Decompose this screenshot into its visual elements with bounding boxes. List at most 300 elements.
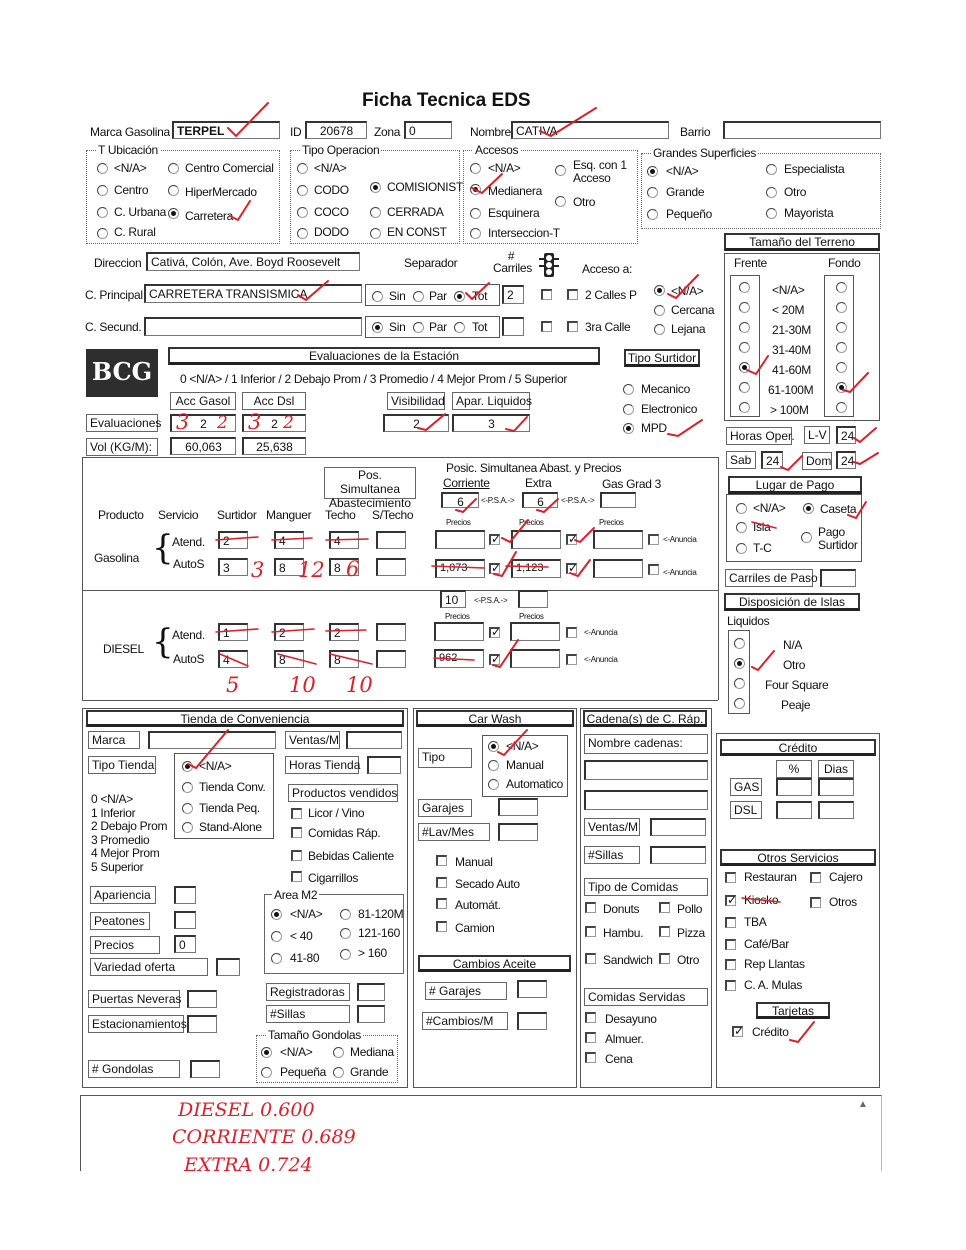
- vol-gas-field[interactable]: 60,063: [170, 437, 236, 455]
- secund-3racalle-chk[interactable]: [567, 321, 578, 332]
- tipo-op-dodo-label: DODO: [314, 225, 349, 239]
- ubicacion-cc-radio[interactable]: [168, 163, 179, 174]
- gas-atend-extra-chk[interactable]: [566, 534, 577, 545]
- gs-grande-radio[interactable]: [647, 187, 658, 198]
- disp-na-label: N/A: [783, 638, 803, 652]
- gas-atend-precio-extra[interactable]: [511, 530, 561, 549]
- servida-almuer-label: Almuer.: [605, 1032, 644, 1046]
- gs-mayorista-radio[interactable]: [766, 208, 777, 219]
- gas-autos-corr-chk[interactable]: [489, 563, 500, 574]
- car-wash-tipo-label: Tipo: [418, 748, 472, 768]
- tipo-op-comisionist-radio[interactable]: [370, 182, 381, 193]
- frente-na-radio[interactable]: [739, 282, 750, 293]
- ubicacion-na-label: <N/A>: [114, 161, 147, 175]
- gas-autos-extra-chk[interactable]: [566, 563, 577, 574]
- comida-pizza-chk[interactable]: [659, 926, 670, 937]
- tipo-op-enconst-radio[interactable]: [370, 228, 381, 239]
- apar-liquidos-header: Apar. Liquidos: [452, 392, 530, 410]
- corriente-psa-field[interactable]: 6: [441, 492, 479, 508]
- accesos-interseccion-radio[interactable]: [470, 228, 481, 239]
- dos-calles-label: 2 Calles P: [585, 288, 637, 302]
- gs-otro-radio[interactable]: [766, 187, 777, 198]
- garajes-field[interactable]: [498, 798, 538, 816]
- extra-psa-label: <-P.S.A.->: [561, 496, 595, 505]
- nombre-cadenas-label: Nombre cadenas:: [584, 734, 708, 754]
- ubicacion-carretera-label: Carretera: [185, 209, 233, 223]
- car-wash-manual-label: Manual: [506, 758, 544, 772]
- sep-secund-tot-radio[interactable]: [454, 322, 465, 333]
- acceso-na-radio[interactable]: [654, 285, 665, 296]
- pago-surtidor-radio[interactable]: [801, 532, 812, 543]
- fondo-2130-radio[interactable]: [836, 322, 847, 333]
- ventas-m-label: Ventas/M: [285, 731, 340, 749]
- gondola-na-label: <N/A>: [280, 1045, 313, 1059]
- credito-dsl-pct[interactable]: [776, 801, 812, 819]
- otros-servicios-title: Otros Servicios: [720, 849, 876, 866]
- credito-pct-label: %: [776, 760, 812, 778]
- gas-autos-manguer[interactable]: 8: [274, 558, 304, 576]
- servida-almuer-chk[interactable]: [585, 1032, 596, 1043]
- dsl-atend-surtidor[interactable]: 1: [218, 623, 248, 641]
- disp-na-radio[interactable]: [734, 638, 745, 649]
- diesel-brace: {: [152, 622, 174, 662]
- car-wash-manual-radio[interactable]: [488, 760, 499, 771]
- acceso-lejana-radio[interactable]: [654, 324, 665, 335]
- ubicacion-na-radio[interactable]: [97, 163, 108, 174]
- carriles-secund-field[interactable]: [502, 317, 524, 336]
- cadenas-sillas-label: #Sillas: [584, 846, 640, 864]
- gas-atend-anuncia-chk[interactable]: [648, 534, 659, 545]
- pago-na-label: <N/A>: [753, 501, 786, 515]
- evaluaciones-title: Evaluaciones de la Estación: [168, 347, 600, 365]
- apar-liquidos-field[interactable]: 3: [452, 414, 530, 432]
- car-wash-auto-label: Automatico: [506, 777, 564, 791]
- surtidores-top-line: [82, 457, 718, 458]
- tipo-op-cerrada-radio[interactable]: [370, 207, 381, 218]
- ubicacion-hiper-label: HiperMercado: [185, 185, 257, 199]
- credito-dsl-dias[interactable]: [818, 801, 854, 819]
- car-wash-auto-radio[interactable]: [488, 779, 499, 790]
- credito-gas-dias[interactable]: [818, 778, 854, 796]
- accesos-interseccion-label: Interseccion-T: [488, 226, 560, 240]
- tipo-op-coco-label: COCO: [314, 205, 349, 219]
- dom-field[interactable]: 24: [836, 451, 856, 469]
- principal-2calles-chk[interactable]: [567, 289, 578, 300]
- tienda-sillas-field[interactable]: [357, 1005, 385, 1023]
- dsl-atend-manguer[interactable]: 2: [274, 623, 304, 641]
- principal-chk-a[interactable]: [541, 289, 552, 300]
- otros-mulas-chk[interactable]: [725, 980, 736, 991]
- extra-psa-field[interactable]: 6: [522, 492, 558, 508]
- fondo-3140-radio[interactable]: [836, 342, 847, 353]
- nombre-cadenas-field-2[interactable]: [584, 790, 708, 810]
- ink-acc-dsl-b: 2: [283, 413, 294, 433]
- disp-four-label: Four Square: [765, 678, 829, 692]
- gs-pequeno-radio[interactable]: [647, 209, 658, 220]
- otros-cajero-chk[interactable]: [810, 872, 821, 883]
- corriente-label: Corriente: [443, 476, 490, 490]
- area-121-radio[interactable]: [340, 928, 351, 939]
- tarjeta-credito-label: Crédito: [752, 1025, 789, 1039]
- gondola-na-radio[interactable]: [261, 1047, 272, 1058]
- gas-autos-anuncia-chk[interactable]: [648, 564, 659, 575]
- comidas-servidas-label: Comidas Servidas: [584, 988, 708, 1006]
- otros-restauran-label: Restauran: [744, 870, 797, 884]
- pago-isla-radio[interactable]: [736, 522, 747, 533]
- surtidor-mpd-radio[interactable]: [623, 423, 634, 434]
- otros-otros-chk[interactable]: [810, 897, 821, 908]
- tipo-tienda-na-radio[interactable]: [182, 761, 193, 772]
- disp-peaje-radio[interactable]: [734, 698, 745, 709]
- precios-extra-label: Precios: [519, 518, 544, 527]
- terreno-61100-label: 61-100M: [768, 383, 814, 397]
- gs-pequeno-label: Pequeño: [666, 207, 712, 221]
- n-garajes-field[interactable]: [517, 980, 547, 998]
- extra-label: Extra: [525, 476, 552, 490]
- horas-oper-label: Horas Oper.: [726, 427, 792, 445]
- pago-surtidor-label: Pago Surtidor: [818, 525, 858, 552]
- tercera-calle-label: 3ra Calle: [585, 320, 631, 334]
- cadenas-sillas-field[interactable]: [650, 846, 706, 864]
- c-secund-field[interactable]: [144, 317, 362, 336]
- sep-principal-par-radio[interactable]: [413, 291, 424, 302]
- grad3-psa-field[interactable]: [600, 492, 636, 508]
- n-garajes-label: # Garajes: [425, 982, 507, 1000]
- accesos-esq-label: Esq. con 1 Acceso: [573, 158, 627, 185]
- gas-autos-precio-corr[interactable]: 1,073: [435, 559, 485, 578]
- zona-field[interactable]: 0: [404, 121, 452, 139]
- disp-otro-radio[interactable]: [734, 658, 745, 669]
- accesos-medianera-radio[interactable]: [470, 184, 481, 195]
- otros-tba-chk[interactable]: [725, 917, 736, 928]
- otros-llantas-chk[interactable]: [725, 959, 736, 970]
- area-4180-label: 41-80: [290, 951, 320, 965]
- tipo-surtidor-title: Tipo Surtidor: [624, 349, 700, 367]
- tipo-comidas-label: Tipo de Comidas: [584, 878, 708, 896]
- servida-cena-label: Cena: [605, 1052, 633, 1066]
- dsl-atend-precio[interactable]: [434, 622, 484, 641]
- fondo-61100-radio[interactable]: [836, 382, 847, 393]
- accesos-esq-radio[interactable]: [555, 165, 566, 176]
- dsl-atend-precio-extra[interactable]: [510, 622, 560, 641]
- ubicacion-rural-radio[interactable]: [97, 228, 108, 239]
- cw-camion-label: Camion: [455, 921, 495, 935]
- accesos-medianera-label: Medianera: [488, 184, 543, 198]
- cw-secado-chk[interactable]: [436, 877, 447, 888]
- tipo-tienda-conv-radio[interactable]: [182, 782, 193, 793]
- accesos-na-radio[interactable]: [470, 163, 481, 174]
- sab-field[interactable]: 24: [761, 451, 783, 469]
- gasolina-brace: {: [152, 528, 174, 568]
- surtidor-mecanico-radio[interactable]: [623, 384, 634, 395]
- fondo-4160-radio[interactable]: [836, 362, 847, 373]
- tienda-scale-0: 0 <N/A>: [91, 792, 133, 806]
- fondo-20-radio[interactable]: [836, 302, 847, 313]
- comida-otro-chk[interactable]: [659, 953, 670, 964]
- gas-atend-surtidor[interactable]: 2: [218, 531, 248, 549]
- tipo-tienda-peq-radio[interactable]: [182, 803, 193, 814]
- comida-pizza-label: Pizza: [677, 926, 705, 940]
- dsl-autos-label: AutoS: [173, 652, 205, 666]
- tienda-scale-4: 4 Mejor Prom: [91, 846, 160, 860]
- surtidores-bottom-line: [82, 700, 718, 701]
- frente-4160-radio[interactable]: [739, 362, 750, 373]
- accesos-esquinera-label: Esquinera: [488, 206, 540, 220]
- tarjeta-credito-chk[interactable]: [732, 1026, 743, 1037]
- tipo-tienda-peq-label: Tienda Peq.: [199, 801, 260, 815]
- frente-61100-radio[interactable]: [739, 382, 750, 393]
- estacionamientos-field[interactable]: [187, 1015, 217, 1033]
- area-4180-radio[interactable]: [271, 953, 282, 964]
- acc-dsl-field[interactable]: 2: [242, 414, 306, 432]
- dsl-autos-precio[interactable]: 962: [434, 649, 484, 668]
- barrio-field[interactable]: [723, 121, 881, 139]
- diesel-label: DIESEL: [103, 642, 144, 656]
- area-40-radio[interactable]: [271, 931, 282, 942]
- id-label: ID: [290, 125, 302, 139]
- apariencia-label: Apariencia: [90, 886, 156, 904]
- ink-dsl-manguer: 10: [289, 673, 316, 697]
- peatones-field[interactable]: [174, 911, 196, 929]
- fondo-100-radio[interactable]: [836, 402, 847, 413]
- credito-dias-label: Dias: [818, 760, 854, 778]
- ventas-m-field[interactable]: [346, 731, 402, 749]
- carriles-principal-field[interactable]: 2: [502, 285, 524, 304]
- id-field[interactable]: 20678: [305, 121, 367, 139]
- marca-label: Marca Gasolina: [90, 125, 170, 139]
- disposicion-title: Disposición de Islas: [724, 593, 860, 611]
- dsl-autos-precio-extra[interactable]: [510, 649, 560, 668]
- frente-20-radio[interactable]: [739, 302, 750, 313]
- prod-bebidas-chk[interactable]: [291, 850, 302, 861]
- cambios-m-field[interactable]: [517, 1012, 547, 1030]
- ubicacion-urbana-radio[interactable]: [97, 207, 108, 218]
- pos-simult-label: Pos. Simultanea Abastecimiento: [324, 467, 416, 499]
- dsl-psa-field[interactable]: 10: [440, 590, 466, 608]
- gas-autos-stecho[interactable]: [376, 558, 406, 576]
- puertas-label: Puertas Neveras: [88, 990, 180, 1008]
- ink-acc-dsl-a: 3: [248, 410, 262, 434]
- cw-manual-label: Manual: [455, 855, 493, 869]
- c-secund-label: C. Secund.: [85, 320, 142, 334]
- tipo-op-dodo-radio[interactable]: [297, 228, 308, 239]
- comida-donuts-label: Donuts: [603, 902, 640, 916]
- carriles-paso-field[interactable]: [820, 569, 856, 587]
- sep-secund-par-radio[interactable]: [413, 322, 424, 333]
- dsl-autos-stecho[interactable]: [376, 650, 406, 668]
- sep-principal-tot-radio[interactable]: [454, 291, 465, 302]
- otros-kiosko-chk[interactable]: [725, 895, 736, 906]
- dsl-autos-surtidor[interactable]: 4: [218, 650, 248, 668]
- gondola-mediana-label: Mediana: [350, 1045, 394, 1059]
- comida-sandwich-chk[interactable]: [585, 953, 596, 964]
- pago-caseta-radio[interactable]: [803, 503, 814, 514]
- surtidores-right-line: [718, 457, 719, 700]
- gas-autos-precio-grad3[interactable]: [593, 559, 643, 578]
- tipo-op-coco-radio[interactable]: [297, 207, 308, 218]
- variedad-label: Variedad oferta: [90, 958, 208, 976]
- horas-tienda-field[interactable]: [367, 756, 401, 774]
- surtidores-mid-line: [82, 590, 718, 591]
- area-40-label: < 40: [290, 929, 313, 943]
- ubicacion-centro-radio[interactable]: [97, 185, 108, 196]
- gondolas-field[interactable]: [190, 1060, 220, 1078]
- barrio-label: Barrio: [680, 125, 711, 139]
- scroll-up-icon[interactable]: ▲: [858, 1099, 868, 1110]
- peatones-label: Peatones: [90, 912, 150, 930]
- acceso-cercana-radio[interactable]: [654, 305, 665, 316]
- otros-cafe-chk[interactable]: [725, 939, 736, 950]
- tipo-tienda-stand-radio[interactable]: [182, 822, 193, 833]
- acceso-lejana-label: Lejana: [671, 322, 706, 336]
- otros-restauran-chk[interactable]: [725, 872, 736, 883]
- lv-field[interactable]: 24: [836, 426, 856, 444]
- gas-atend-precio-grad3[interactable]: [593, 530, 643, 549]
- garajes-label: Garajes: [418, 799, 472, 817]
- precios-grad3-label: Precios: [599, 518, 624, 527]
- dsl-autos-manguer[interactable]: 8: [274, 650, 304, 668]
- comida-donuts-chk[interactable]: [585, 902, 596, 913]
- tipo-tienda-conv-label: Tienda Conv.: [199, 780, 266, 794]
- servida-desayuno-chk[interactable]: [585, 1012, 596, 1023]
- area-81-radio[interactable]: [340, 909, 351, 920]
- tienda-sillas-label: #Sillas: [266, 1005, 350, 1023]
- surtidor-electronico-radio[interactable]: [623, 404, 634, 415]
- dsl-autos-chk[interactable]: [489, 654, 500, 665]
- accesos-otro-radio[interactable]: [555, 196, 566, 207]
- sep-secund-sin-radio[interactable]: [372, 322, 383, 333]
- gas-atend-corr-chk[interactable]: [489, 534, 500, 545]
- ubicacion-centro-label: Centro: [114, 183, 149, 197]
- disp-four-radio[interactable]: [734, 678, 745, 689]
- otros-mulas-label: C. A. Mulas: [744, 978, 803, 992]
- estacionamientos-label: Estacionamientos: [88, 1015, 184, 1033]
- dsl-precios-label: Precios: [445, 612, 470, 621]
- cadenas-ventas-field[interactable]: [650, 818, 706, 836]
- cw-automat-chk[interactable]: [436, 898, 447, 909]
- secund-chk-a[interactable]: [541, 321, 552, 332]
- apariencia-field[interactable]: [174, 886, 196, 904]
- lugar-pago-title: Lugar de Pago: [728, 476, 862, 494]
- tienda-marca-field[interactable]: [148, 731, 276, 749]
- comida-pollo-chk[interactable]: [659, 902, 670, 913]
- vol-dsl-field[interactable]: 25,638: [242, 437, 306, 455]
- terreno-100-label: > 100M: [770, 403, 809, 417]
- lav-mes-field[interactable]: [498, 823, 538, 841]
- gas-autos-precio-extra[interactable]: 1,123: [511, 559, 561, 578]
- frente-3140-radio[interactable]: [739, 342, 750, 353]
- cw-camion-chk[interactable]: [436, 921, 447, 932]
- gas-atend-manguer[interactable]: 4: [274, 531, 304, 549]
- tipo-op-na-radio[interactable]: [297, 163, 308, 174]
- nombre-cadenas-field-1[interactable]: [584, 760, 708, 780]
- area-160-radio[interactable]: [340, 949, 351, 960]
- nombre-field[interactable]: CATIVA: [511, 121, 669, 139]
- accesos-esquinera-radio[interactable]: [470, 208, 481, 219]
- ubicacion-hiper-radio[interactable]: [168, 185, 179, 196]
- marca-field[interactable]: TERPEL: [172, 121, 280, 139]
- acc-gasol-header: Acc Gasol: [170, 392, 236, 410]
- pago-tc-radio[interactable]: [736, 543, 747, 554]
- dsl-autos-anuncia-chk[interactable]: [566, 654, 577, 665]
- sep-principal-sin-radio[interactable]: [372, 291, 383, 302]
- cw-manual-chk[interactable]: [436, 855, 447, 866]
- comida-hambu-chk[interactable]: [585, 926, 596, 937]
- dsl-psa-extra-field[interactable]: [518, 590, 548, 608]
- vol-label: Vol (KG/M):: [86, 438, 158, 456]
- gs-na-label: <N/A>: [666, 164, 699, 178]
- col-servicio: Servicio: [158, 508, 199, 522]
- fondo-na-radio[interactable]: [836, 282, 847, 293]
- area-na-radio[interactable]: [271, 909, 282, 920]
- gas-autos-surtidor[interactable]: 3: [218, 558, 248, 576]
- dsl-atend-anuncia-chk[interactable]: [566, 627, 577, 638]
- car-wash-na-radio[interactable]: [488, 741, 499, 752]
- tipo-op-codo-radio[interactable]: [297, 185, 308, 196]
- gas-atend-precio-corr[interactable]: [435, 530, 485, 549]
- prod-cigarrillos-chk[interactable]: [291, 871, 302, 882]
- lv-label: L-V: [804, 426, 830, 444]
- frente-100-radio[interactable]: [739, 402, 750, 413]
- tienda-scale-1: 1 Inferior: [91, 805, 136, 820]
- registradoras-field[interactable]: [357, 983, 385, 1001]
- puertas-field[interactable]: [187, 990, 217, 1008]
- prod-comidas-chk[interactable]: [291, 827, 302, 838]
- terreno-20-label: < 20M: [772, 303, 805, 317]
- disp-peaje-label: Peaje: [781, 698, 811, 712]
- nombre-label: Nombre: [470, 125, 511, 139]
- tamano-terreno-title: Tamaño del Terreno: [724, 233, 880, 251]
- gondola-grande-radio[interactable]: [333, 1067, 344, 1078]
- dsl-precios-extra-label: Precios: [519, 612, 544, 621]
- posic-simult-label: Posic. Simultanea Abast. y Precios: [446, 461, 622, 475]
- dsl-atend-chk[interactable]: [489, 627, 500, 638]
- c-principal-field[interactable]: CARRETERA TRANSISMICA: [144, 284, 362, 303]
- otros-tba-label: TBA: [744, 915, 767, 929]
- gas-autos-techo[interactable]: 8: [329, 558, 359, 576]
- gondola-mediana-radio[interactable]: [333, 1047, 344, 1058]
- area-title: Area M2: [274, 888, 318, 902]
- ubicacion-carretera-radio[interactable]: [168, 208, 179, 219]
- pago-na-radio[interactable]: [736, 503, 747, 514]
- gs-na-radio[interactable]: [647, 166, 658, 177]
- ink-dsl-surtidor: 5: [226, 673, 240, 697]
- dsl-atend-techo[interactable]: 2: [329, 623, 359, 641]
- gondola-pequena-radio[interactable]: [261, 1067, 272, 1078]
- gas-atend-stecho[interactable]: [376, 531, 406, 549]
- terreno-3140-label: 31-40M: [772, 343, 811, 357]
- dsl-atend-stecho[interactable]: [376, 623, 406, 641]
- servida-cena-chk[interactable]: [585, 1052, 596, 1063]
- gas-atend-techo[interactable]: 4: [329, 531, 359, 549]
- cw-secado-label: Secado Auto: [455, 877, 520, 891]
- variedad-field[interactable]: [216, 958, 240, 976]
- check-lv: [854, 428, 876, 442]
- precios-field[interactable]: 0: [174, 935, 196, 953]
- dsl-autos-techo[interactable]: 8: [329, 650, 359, 668]
- gs-especialista-radio[interactable]: [766, 164, 777, 175]
- direccion-field[interactable]: Cativá, Colón, Ave. Boyd Roosevelt: [146, 252, 360, 271]
- credito-gas-pct[interactable]: [776, 778, 812, 796]
- prod-licor-chk[interactable]: [291, 808, 302, 819]
- prod-cigarrillos-label: Cigarrillos: [308, 871, 359, 885]
- acc-gasol-field[interactable]: 2: [170, 414, 236, 432]
- visibilidad-field[interactable]: 2: [383, 414, 449, 432]
- frente-2130-radio[interactable]: [739, 322, 750, 333]
- otros-otros-label: Otros: [829, 895, 857, 909]
- area-160-label: > 160: [358, 946, 387, 960]
- check-mpd: [668, 420, 702, 436]
